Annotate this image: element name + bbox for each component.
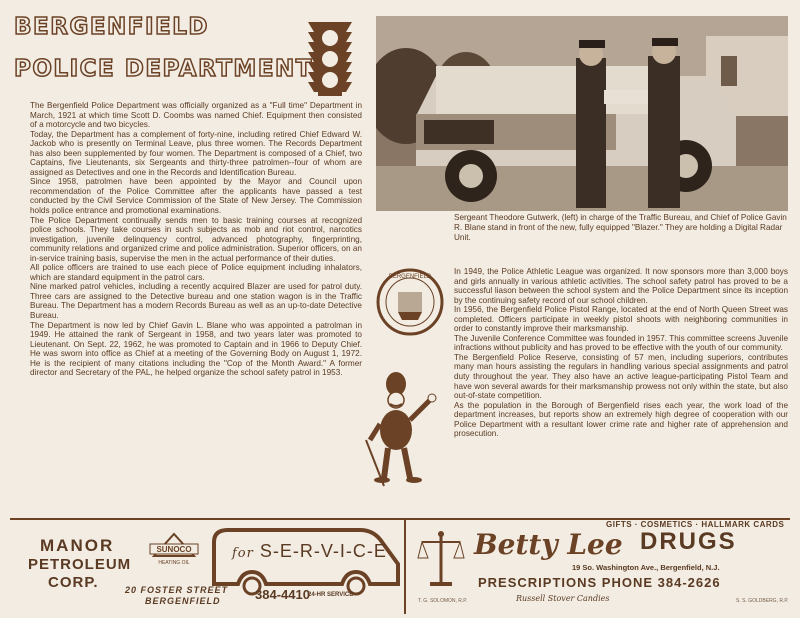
traffic-light-icon	[302, 18, 358, 100]
betty-pharmacist-right: S. S. GOLDBERG, R.P.	[736, 598, 789, 604]
paragraph: The Department is now led by Chief Gavin L. Blane who was appointed a patrolman in 1949. He attained the rank of Sergeant in 1958, and two years later was promoted to Lieutenant. On Sept. 22, 1962, he was promoted to Captain and in 1966 to Deputy Chief. He was sworn into office as Chief at a meeting of the Governing Body on August 1, 1972. He is the recipient of many citations including the "Cop of the Month Award." A former director and Secretary of the PAL, he helped organize the school safety patrol in 1953.	[30, 320, 362, 378]
service-for: for	[232, 546, 254, 561]
left-column-text	[30, 101, 362, 378]
paragraph: The Bergenfield Police Department was officially organized as a "Full time" Department in March, 1921 at which time Scott D. Coombs was named Chief. Equipment then consisted of a motorcycle and two bicycles.	[30, 101, 362, 130]
paragraph: As the population in the Borough of Bergenfield rises each year, the work load of the department increases, but reports show an extremely high degree of cooperation with our Police Department with a resultant lower crime rate and higher rate of apprehension and prosecution.	[454, 400, 788, 439]
page-title-line2: POLICE DEPARTMENT	[14, 56, 313, 82]
betty-drugs: DRUGS	[640, 528, 737, 555]
manor-hours: 24-HR SERVICE	[308, 592, 354, 598]
paragraph: In 1949, the Police Athletic League was organized. It now sponsors more than 3,000 boys and girls annually in various athletic activities. The school safety patrol has proved to be a successful liason between the school system and the Police Department since its inception by the continuing safety record of our school children.	[454, 267, 788, 305]
paragraph: In 1956, the Bergenfield Police Pistol Range, located at the end of North Queen Street was completed. Officers participate in weekly pistol shoots with neighboring communities in order to constantly improve their marksmanship.	[454, 305, 788, 334]
right-column-text	[454, 267, 788, 439]
ad-divider	[404, 520, 406, 614]
manor-name: MANOR	[40, 536, 115, 555]
service-slogan	[232, 541, 387, 562]
paragraph: Since 1958, patrolmen have been appointed by the Mayor and Council upon recommendation of the Police Committee after the applicants have passed a test conducted by the Civil Service Commission of the State of New Jersey. The Commission holds police entrance and promotional examinations.	[30, 177, 362, 216]
sunoco-sub: HEATING OIL	[158, 560, 190, 566]
service-word: S-E-R-V-I-C-E	[259, 541, 387, 561]
photo-blazer	[376, 16, 788, 211]
manor-address: 20 FOSTER STREET	[125, 585, 229, 595]
manor-corp: CORP.	[48, 574, 99, 591]
photo-caption: Sergeant Theodore Gutwerk, (left) in charge of the Traffic Bureau, and Chief of Police Gavin R. Blane stand in front of the new, fully equipped "Blazer." They are holding a Digital Radar Unit.	[454, 213, 787, 243]
betty-address: 19 So. Washington Ave., Bergenfield, N.J.	[572, 563, 720, 572]
betty-pharmacist-left: T. G. SOLOMON, R.P.	[418, 598, 468, 604]
manor-petroleum: PETROLEUM	[28, 556, 132, 573]
manor-town: BERGENFIELD	[145, 596, 221, 606]
paragraph: Today, the Department has a complement of forty-nine, including retired Chief Edward W. Jackob who is presently on Terminal Leave, plus three women. The Records Department has also been supplemented by four women. The Department is composed of a Chief, two Captains, five Lieutenants, six Sergeants and thirty-three patrolmen--four of whom are assigned as Detectives and one in the Records and Identification Bureau.	[30, 129, 362, 177]
seal-text: BERGENFIELD	[388, 274, 432, 280]
paragraph: Nine marked patrol vehicles, including a recently acquired Blazer are used for patrol duty. Three cars are assigned to the Detective bureau and one station wagon is in the Traffic Bureau. The Department has a modern Records Bureau as well as an up-to-date Detective Bureau.	[30, 282, 362, 321]
manor-petroleum-ad	[10, 522, 145, 614]
page-title-line1: BERGENFIELD	[14, 14, 210, 40]
betty-candy: Russell Stover Candies	[516, 594, 610, 603]
manor-phone: 384-4410	[255, 587, 310, 602]
paragraph: The Juvenile Conference Committee was founded in 1957. This committee screens Juvenile infractions without publicity and has proved to be effective with the youth of our community.	[454, 333, 788, 353]
betty-gifts-line: GIFTS · COSMETICS · HALLMARK CARDS	[606, 520, 785, 529]
sunoco-label: SUNOCO	[156, 545, 192, 554]
pal-seal-icon	[374, 262, 446, 342]
paragraph: The Police Department continually sends men to basic training courses at recognized police schools. They take courses in such subjects as mob and riot control, narcotics investigation, juvenile delinquency control, advanced photography, fingerprinting, community relations and organized crime and police administration. Superior officers, on an in-service training basis, supervise the men in the actual performance of their duties.	[30, 215, 362, 263]
betty-lee-name: Betty Lee	[474, 528, 623, 561]
scales-of-justice-icon	[416, 528, 466, 588]
cartoon-policeman-icon	[360, 370, 440, 488]
sunoco-logo-icon	[148, 530, 200, 566]
betty-prescriptions: PRESCRIPTIONS PHONE 384-2626	[478, 575, 721, 590]
paragraph: All police officers are trained to use each piece of Police equipment including inhalators, which are standard equipment in the patrol cars.	[30, 263, 362, 282]
paragraph: The Bergenfield Police Reserve, consisting of 57 men, including superiors, contributes many man hours assisting the regulars in handling various special assignments and patrol duty throughout the year. They also have an active league-participating Pistol Team and have won several awards for their marksmanship prowess not only within the state, but also out-of-state competition.	[454, 352, 788, 401]
